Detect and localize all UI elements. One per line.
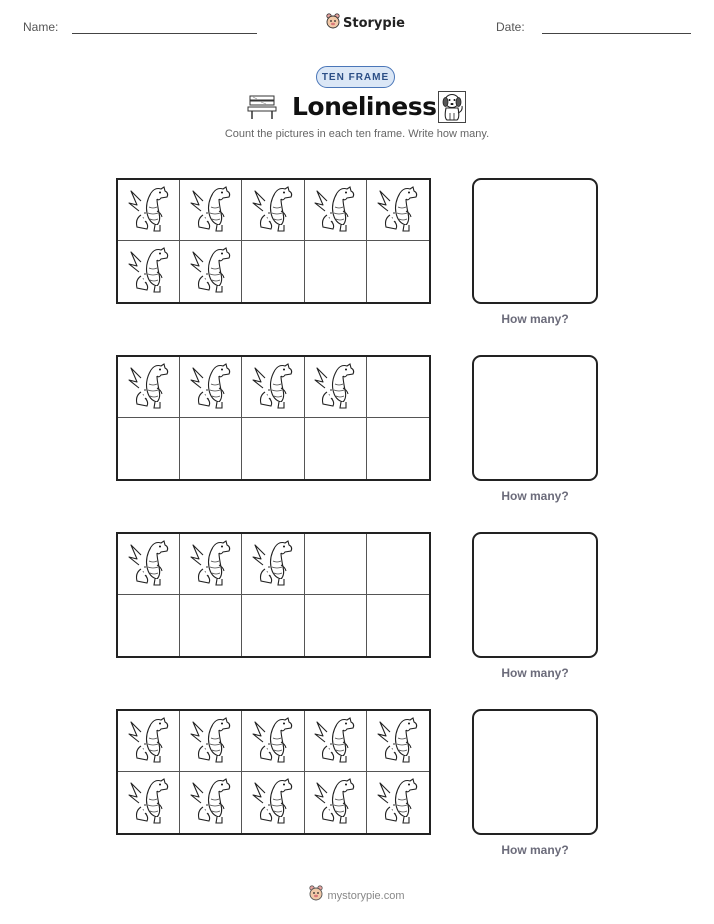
worksheet-type-badge: TEN FRAME [316,66,395,88]
ten-frame-cell [242,357,304,418]
how-many-label: How many? [501,666,569,680]
dragon-icon [313,775,357,830]
dragon-icon [127,244,171,299]
ten-frame-cell [242,534,304,595]
ten-frame-cell [367,241,429,302]
ten-frame-cell [367,534,429,595]
footer [0,885,714,906]
dragon-icon [376,775,420,830]
how-many-label: How many? [501,489,569,503]
footer-url[interactable]: mystorypie.com [327,889,405,902]
ten-frame-cell [118,418,180,479]
dragon-icon [251,360,295,415]
ten-frame-cell [242,418,304,479]
dragon-icon [251,537,295,592]
title-row [0,90,714,128]
dragon-icon [251,183,295,238]
dragon-icon [127,360,171,415]
ten-frame [116,709,431,835]
ten-frame-cell [180,772,242,833]
ten-frame-cell [305,711,367,772]
answer-box[interactable] [472,355,598,481]
ten-frame-cell [118,772,180,833]
ten-frame-cell [118,180,180,241]
ten-frame-cell [367,180,429,241]
storypie-logo-icon [309,885,323,906]
ten-frame-cell [180,357,242,418]
ten-frame-cell [367,357,429,418]
ten-frame-cell [305,418,367,479]
ten-frame-cell [305,772,367,833]
ten-frame-cell [118,357,180,418]
ten-frame-cell [367,711,429,772]
ten-frame-cell [242,241,304,302]
dragon-icon [313,714,357,769]
ten-frame-cell [305,534,367,595]
ten-frame-cell [180,418,242,479]
ten-frame-cell [118,711,180,772]
name-label: Name: [23,20,59,34]
dragon-icon [251,714,295,769]
dragon-icon [189,537,233,592]
storypie-logo-icon [326,13,340,34]
date-line[interactable] [542,33,691,34]
ten-frame-cell [305,595,367,656]
ten-frame-cell [305,180,367,241]
answer-box[interactable] [472,709,598,835]
ten-frame-cell [118,595,180,656]
bench-icon [247,94,277,125]
ten-frame-cell [180,241,242,302]
ten-frame-cell [118,241,180,302]
date-label: Date: [496,20,525,34]
puppy-icon [438,91,466,128]
ten-frame-cell [242,772,304,833]
name-line[interactable] [72,33,257,34]
ten-frame [116,178,431,304]
ten-frame-cell [180,711,242,772]
how-many-label: How many? [501,312,569,326]
ten-frame-cell [180,534,242,595]
ten-frame-cell [367,418,429,479]
ten-frame-cell [305,241,367,302]
instructions: Count the pictures in each ten frame. Write how many. [224,128,490,140]
brand-logo [326,13,405,34]
dragon-icon [189,360,233,415]
worksheet-title: Loneliness [292,92,437,121]
ten-frame-cell [367,772,429,833]
dragon-icon [189,183,233,238]
dragon-icon [127,775,171,830]
ten-frame-cell [180,180,242,241]
answer-box[interactable] [472,178,598,304]
ten-frame-cell [242,180,304,241]
dragon-icon [127,537,171,592]
dragon-icon [127,183,171,238]
brand-name: Storypie [343,16,405,31]
ten-frame [116,532,431,658]
ten-frame-cell [242,711,304,772]
ten-frame-cell [180,595,242,656]
dragon-icon [189,244,233,299]
how-many-label: How many? [501,843,569,857]
dragon-icon [189,775,233,830]
dragon-icon [251,775,295,830]
dragon-icon [313,360,357,415]
ten-frame-cell [118,534,180,595]
dragon-icon [313,183,357,238]
answer-box[interactable] [472,532,598,658]
dragon-icon [376,714,420,769]
dragon-icon [127,714,171,769]
ten-frame-cell [305,357,367,418]
dragon-icon [376,183,420,238]
dragon-icon [189,714,233,769]
ten-frame-cell [367,595,429,656]
ten-frame [116,355,431,481]
ten-frame-cell [242,595,304,656]
